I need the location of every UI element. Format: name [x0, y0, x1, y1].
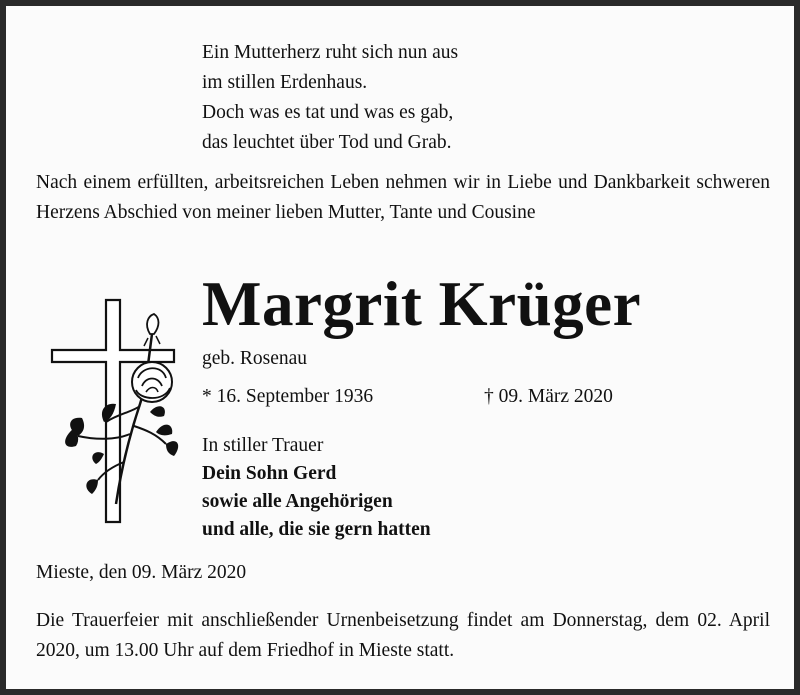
place-and-date: Mieste, den 09. März 2020	[36, 562, 247, 583]
birth-name: geb. Rosenau	[202, 348, 308, 369]
intro-text: Nach einem erfüllten, arbeitsreichen Leben nehmen wir in Liebe und Dankbarkeit schweren Herzens Abschied von meiner lieben Mutter, Tante und Cousine	[36, 172, 770, 223]
poem-line: Doch was es tat und was es gab,	[202, 102, 454, 123]
poem-line: das leuchtet über Tod und Grab.	[202, 132, 452, 153]
mourner-line: Dein Sohn Gerd	[202, 463, 337, 484]
cross-with-rose-icon	[44, 294, 184, 529]
funeral-service-text: Die Trauerfeier mit anschließender Urnenbeisetzung findet am Donnerstag, dem 02. April 2020, um 13.00 Uhr auf dem Friedhof in Mieste statt.	[36, 610, 770, 661]
memorial-poem	[202, 38, 458, 158]
mourning-phrase: In stiller Trauer	[202, 435, 324, 456]
life-dates	[202, 386, 613, 408]
poem-line: im stillen Erdenhaus.	[202, 72, 368, 93]
mourner-line: und alle, die sie gern hatten	[202, 519, 431, 540]
mourners-block	[202, 432, 431, 544]
poem-line: Ein Mutterherz ruht sich nun aus	[202, 42, 459, 63]
mourner-line: sowie alle Angehörigen	[202, 491, 393, 512]
birth-date: * 16. September 1936	[202, 386, 374, 407]
death-date: † 09. März 2020	[484, 386, 613, 407]
deceased-name: Margrit Krüger	[202, 269, 642, 339]
